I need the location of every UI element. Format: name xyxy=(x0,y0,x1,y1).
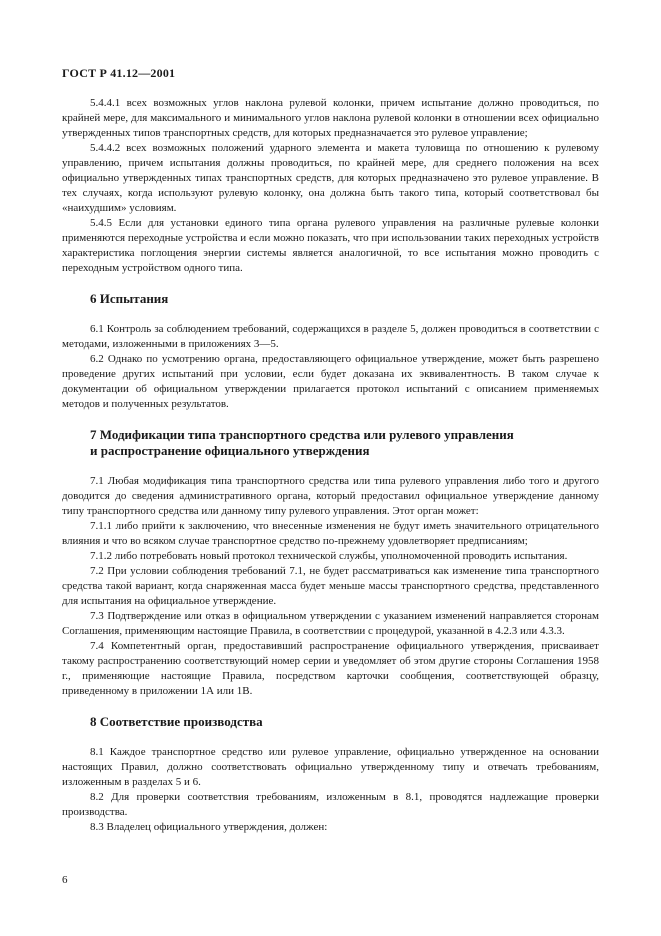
section-7-heading-line-1: 7 Модификации типа транспортного средства или рулевого управления xyxy=(90,427,514,442)
paragraph-6-1: 6.1 Контроль за соблюдением требований, содержащихся в разделе 5, должен проводиться в соответствии с методами, изложенными в приложениях 3—5. xyxy=(62,323,599,350)
paragraph-7-4: 7.4 Компетентный орган, предоставивший распространение официального утверждения, присваивает такому распространению соответствующий номер серии и уведомляет об этом другие стороны Соглашения 1958 г., применяющие настоящие Правила, посредством карточки сообщения, соответствующей образцу, приведенному в приложении 1А или 1В. xyxy=(62,640,599,697)
section-6-heading: 6 Испытания xyxy=(90,291,169,306)
paragraph-5-4-5: 5.4.5 Если для установки единого типа органа рулевого управления на различные рулевые колонки применяются переходные устройства и если можно показать, что при использовании таких переходных устройств характеристика поглощения энергии системы является аналогичной, то все испытания можно проводить с переходным устройством одного типа. xyxy=(62,217,599,274)
paragraph-5-4-4-1: 5.4.4.1 всех возможных углов наклона рулевой колонки, причем испытание должно проводиться, по крайней мере, для максимального и минимального углов наклона рулевой колонки в отношении всех официально утвержденных типов транспортных средств, для которых предназначается это рулевое управление; xyxy=(62,97,599,139)
document-body xyxy=(62,96,599,835)
paragraph-7-1-1: 7.1.1 либо прийти к заключению, что внесенные изменения не будут иметь значительного отрицательного влияния и что во всяком случае транспортное средство по-прежнему удовлетворяет предписаниям; xyxy=(62,520,599,547)
page-number: 6 xyxy=(62,874,68,886)
paragraph-7-3: 7.3 Подтверждение или отказ в официальном утверждении с указанием изменений направляется сторонам Соглашения, применяющим настоящие Правила, в соответствии с процедурой, указанной в 4.2.3 или 4.3.3. xyxy=(62,610,599,637)
paragraph-7-1-2: 7.1.2 либо потребовать новый протокол технической службы, уполномоченной проводить испытания. xyxy=(90,550,568,562)
paragraph-7-2: 7.2 При условии соблюдения требований 7.1, не будет рассматриваться как изменение типа транспортного средства такой вариант, когда снаряженная масса будет меньше массы транспортного средства, представленного для испытания на официальное утверждение. xyxy=(62,565,599,607)
paragraph-7-1: 7.1 Любая модификация типа транспортного средства или типа рулевого управления либо того и другого доводится до сведения административного органа, который предоставил официальное утверждение данному типу транспортного средства или данному типу рулевого управления. Этот орган может: xyxy=(62,475,599,517)
section-7-heading-line-2: и распространение официального утверждения xyxy=(90,443,370,458)
paragraph-8-2: 8.2 Для проверки соответствия требованиям, изложенным в 8.1, проводятся надлежащие проверки производства. xyxy=(62,791,599,818)
section-7-heading xyxy=(62,427,599,459)
paragraph-5-4-4-2: 5.4.4.2 всех возможных положений ударного элемента и макета туловища по отношению к рулевому управлению, причем испытания должны проводиться, по крайней мере, для среднего положения на всех официально утвержденных типах транспортных средств, для которых предназначено это рулевое управление. В тех случаях, когда используют рулевую колонку, она должна быть такого типа, который соответствовал бы «наихудшим» условиям. xyxy=(62,142,599,214)
document-header: ГОСТ Р 41.12—2001 xyxy=(62,66,176,80)
paragraph-8-1: 8.1 Каждое транспортное средство или рулевое управление, официально утвержденное на основании настоящих Правил, должно соответствовать официально утвержденному типу и отвечать требованиям, изложенным в разделах 5 и 6. xyxy=(62,746,599,788)
section-8-heading: 8 Соответствие производства xyxy=(90,714,263,729)
paragraph-8-3: 8.3 Владелец официального утверждения, должен: xyxy=(90,821,328,833)
paragraph-6-2: 6.2 Однако по усмотрению органа, предоставляющего официальное утверждение, может быть разрешено проведение других испытаний при условии, если будет доказана их эквивалентность. В таком случае к документации об официальном утверждении прилагается протокол испытаний с описанием применяемых методов и полученных результатов. xyxy=(62,353,599,410)
